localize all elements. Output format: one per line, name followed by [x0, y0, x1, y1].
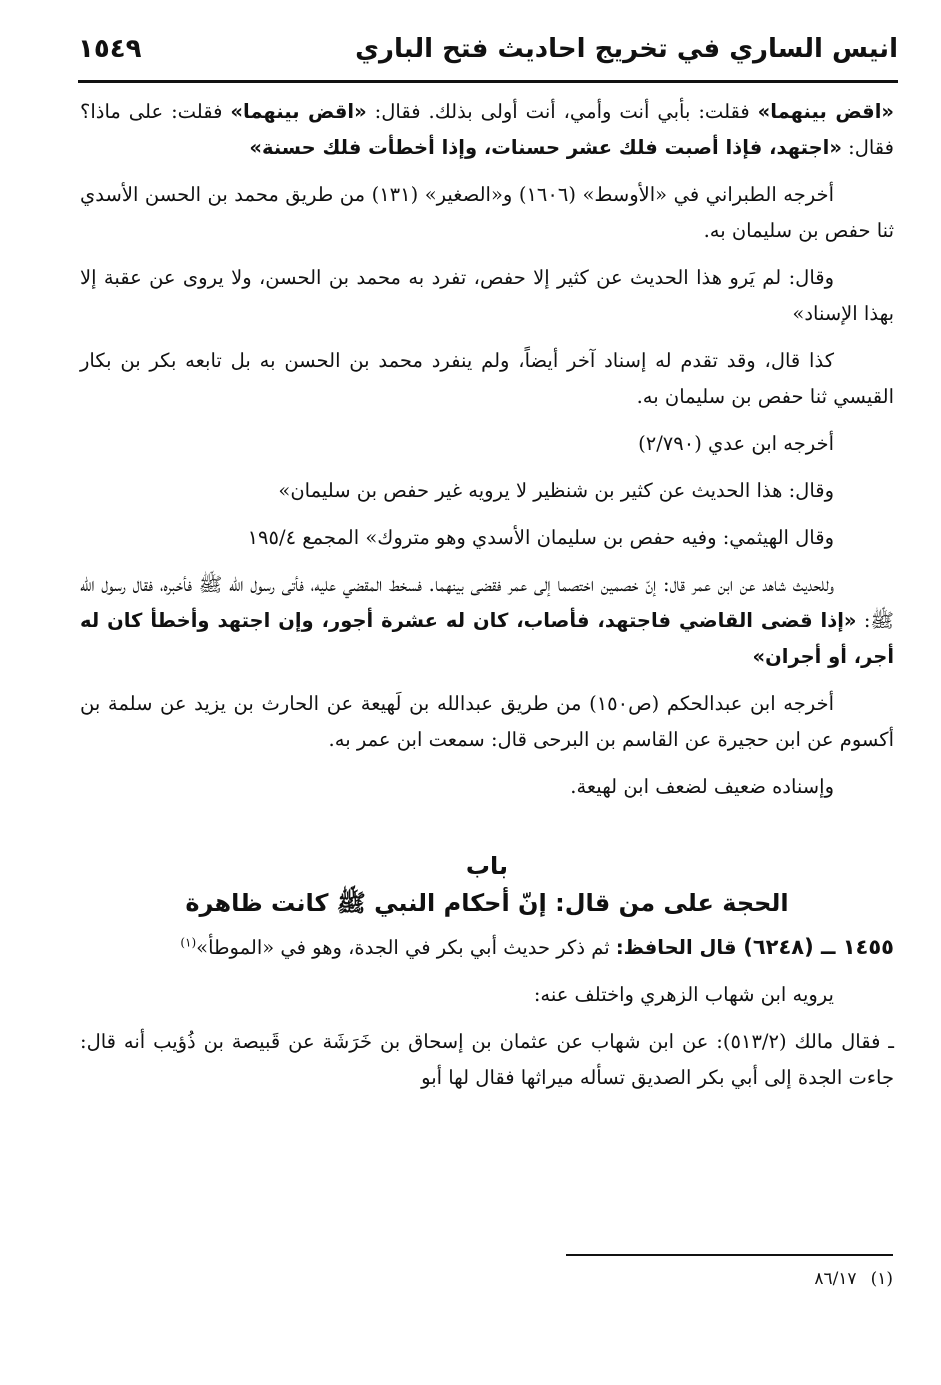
paragraph [80, 473, 894, 509]
paragraph [80, 177, 894, 249]
text-run: أخرجه الطبراني في «الأوسط» (١٦٠٦) و«الصغير» (١٣١) من طريق محمد بن الحسن الأسدي ثنا حفص بن سليمان به. [80, 183, 894, 242]
text-run: وإسناده ضعيف لضعف ابن لهيعة. [570, 775, 834, 798]
header-divider [78, 80, 898, 83]
entry-label: قال الحافظ: [615, 936, 744, 959]
text-run: ـ فقال مالك (٥١٣/٢): عن ابن شهاب عن عثمان بن إسحاق بن خَرَشَة عن قَبيصة بن ذُؤيب أنه قال: جاءت الجدة إلى أبي بكر الصديق تسأله ميراثها فقال لها أبو [80, 1030, 894, 1089]
text-run: كذا قال، وقد تقدم له إسناد آخر أيضاً، ولم ينفرد محمد بن الحسن به بل تابعه بكر بن بكار القيسي ثنا حفص بن سليمان به. [80, 349, 894, 408]
text-run: وقال: لم يَرو هذا الحديث عن كثير إلا حفص، تفرد به محمد بن الحسن، ولا يروى عن عقبة إلا بهذا الإسناد» [80, 266, 894, 325]
entry-paragraph [80, 929, 894, 966]
footnote-divider [566, 1254, 893, 1256]
text-run: فقلت: بأبي أنت وأمي، أنت أولى بذلك. فقال: [366, 100, 758, 123]
text-run: أخرجه ابن عبدالحكم (ص١٥٠) من طريق عبدالله بن لَهيعة عن الحارث بن يزيد عن سلمة بن أكسوم عن ابن حجيرة عن القاسم بن البرحى قال: سمعت ابن عمر به. [80, 692, 894, 751]
paragraph [80, 567, 894, 675]
footnote-mark: (١) [870, 1269, 893, 1289]
chapter-kicker: باب [465, 852, 509, 880]
paragraph [80, 686, 894, 758]
text-run: فقلت: على ماذا؟ فقال: [80, 100, 894, 159]
quoted-text: «اقض بينهما» [230, 100, 367, 123]
footnote [814, 1264, 893, 1294]
text-run: أخرجه ابن عدي (٢/٧٩٠) [638, 432, 834, 455]
body-text [80, 94, 894, 1107]
text-run: وللحديث شاهد عن ابن عمر قال: إنّ خصمين اختصما إلى عمر فقضى بينهما. فسخط المقضي عليه، فأتى رسول الله ﷺ فأخبره، فقال رسول الله ﷺ: [80, 573, 894, 632]
quoted-text: «إذا قضى القاضي فاجتهد، فأصاب، كان له عشرة أجور، وإن اجتهد وأخطأ كان له أجر، أو أجران» [80, 609, 894, 668]
chapter-title: الحجة على من قال: إنّ أحكام النبي ﷺ كانت ظاهرة [185, 889, 789, 917]
quoted-text: «اجتهد، فإذا أصبت فلك عشر حسنات، وإذا أخطأت فلك حسنة» [249, 136, 842, 159]
text-run: وقال الهيثمي: وفيه حفص بن سليمان الأسدي وهو متروك» المجمع ١٩٥/٤ [247, 526, 834, 549]
paragraph [80, 426, 894, 462]
quoted-text: «اقض بينهما» [757, 100, 894, 123]
footnote-text: ٨٦/١٧ [814, 1269, 857, 1289]
paragraph [80, 94, 894, 166]
paragraph [80, 769, 894, 805]
paragraph [80, 343, 894, 415]
paragraph-group [80, 977, 894, 1096]
entry-number: ١٤٥٥ ــ (٦٢٤٨) [743, 935, 894, 959]
text-run: يرويه ابن شهاب الزهري واختلف عنه: [533, 983, 834, 1006]
paragraph-group [80, 94, 894, 805]
running-title: انيس الساري في تخريج احاديث فتح الباري [355, 34, 898, 64]
paragraph [80, 260, 894, 332]
running-header [78, 28, 898, 72]
text-run: وقال: هذا الحديث عن كثير بن شنظير لا يرويه غير حفص بن سليمان» [278, 479, 834, 502]
chapter-heading [80, 849, 894, 923]
paragraph [80, 520, 894, 556]
entry-text: ثم ذكر حديث أبي بكر في الجدة، وهو في «الموطأ» [196, 936, 616, 959]
paragraph [80, 977, 894, 1013]
page-number: ١٥٤٩ [78, 34, 142, 64]
footnote-reference: (١) [180, 935, 197, 950]
paragraph [80, 1024, 894, 1096]
